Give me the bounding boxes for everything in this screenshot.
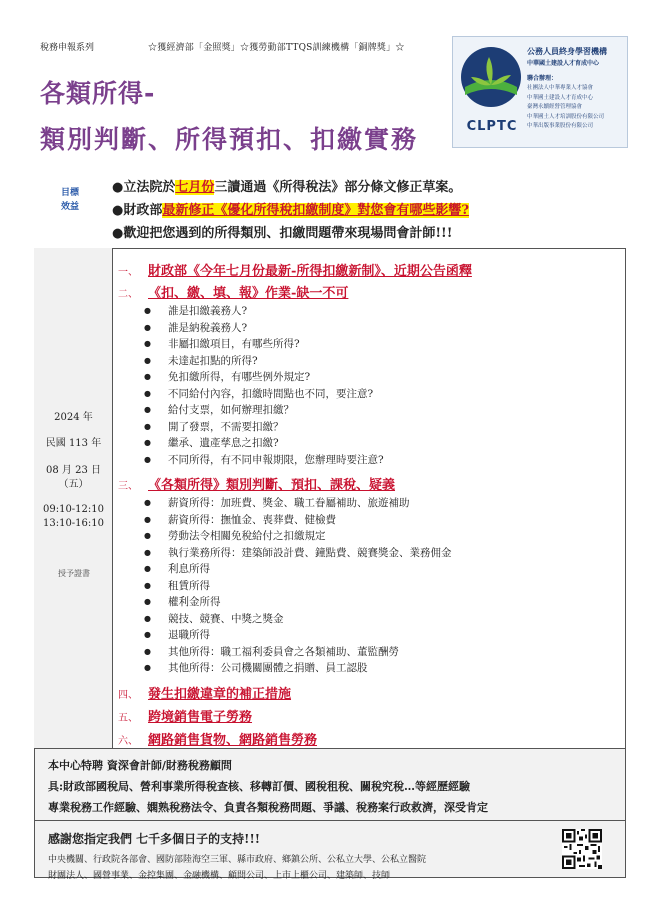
footer-divider — [34, 820, 626, 821]
section-3-heading — [118, 474, 395, 493]
logo-wordmark: CLPTC — [466, 119, 518, 134]
section-title: 網路銷售貨物、網路銷售勞務 — [148, 733, 318, 748]
list-item: ● 薪資所得：撫恤金、喪葬費、健檢費 — [144, 512, 452, 529]
logo-coorg-list — [527, 84, 627, 132]
objective-line-2 — [112, 199, 622, 222]
page-title-line-2: 類別判斷、所得預扣、扣繳實務 — [40, 125, 419, 154]
section-title: 財政部《今年七月份最新-所得扣繳新制》、近期公告函釋 — [148, 264, 472, 279]
section-2-list — [144, 303, 384, 468]
section-3-list — [144, 495, 452, 677]
list-item: ● 競技、競賽、中獎之獎金 — [144, 611, 452, 628]
list-item: ● 繼承、遺產孳息之扣繳? — [144, 435, 384, 452]
consultant-experience-1: 具:財政部國稅局、營利事業所得稅查核、移轉訂價、國稅租稅、關稅究稅…等經歷經驗 — [48, 780, 471, 793]
section-2-heading — [118, 282, 348, 301]
objective-highlight: 七月份 — [175, 180, 215, 195]
list-item: ● 執行業務所得：建築師設計費、鐘點費、競賽獎金、業務佣金 — [144, 545, 452, 562]
logo-coorg-title: 聯合辦理： — [527, 75, 558, 82]
list-item: ● 誰是扣繳義務人? — [144, 303, 384, 320]
section-title: 發生扣繳違章的補正措施 — [148, 687, 292, 702]
objective-label-2: 效益 — [60, 202, 79, 212]
schedule-time-afternoon: 13:10-16:10 — [42, 518, 104, 529]
logo-coorg-item: 中華國土建設人才育成中心 — [527, 94, 594, 101]
section-number: 二、 — [118, 289, 138, 300]
objective-list — [112, 176, 622, 245]
list-item: ● 給付支票，如何辦理扣繳？ — [144, 402, 384, 419]
qr-code-icon[interactable] — [562, 829, 602, 869]
consultant-feature: 本中心特聘 資深會計師/財務稅務顧問 — [48, 759, 232, 772]
list-item: ● 非屬扣繳項目，有哪些所得? — [144, 336, 384, 353]
consultant-experience-2: 專業稅務工作經驗、嫻熟稅務法令、負責各類稅務問題、爭議、稅務案行政救濟，深受肯定 — [48, 801, 488, 814]
section-number: 一、 — [118, 267, 138, 278]
section-1-heading — [118, 260, 472, 279]
list-item: ● 不同所得，有不同申報期限，您辦理時要注意? — [144, 452, 384, 469]
section-title: 《扣、繳、填、報》作業-缺一不可 — [148, 286, 349, 301]
section-5-heading — [118, 706, 252, 725]
list-item: ● 誰是納稅義務人? — [144, 320, 384, 337]
list-item: ● 利息所得 — [144, 561, 452, 578]
list-item: ● 權利金所得 — [144, 594, 452, 611]
list-item: ● 其他所得：職工福利委員會之各類補助、董監酬勞 — [144, 644, 452, 661]
section-4-heading — [118, 683, 291, 702]
objective-label — [55, 186, 85, 214]
objective-text: 三讀通過《所得稅法》部分條文修正草案。 — [214, 180, 462, 195]
list-item: ● 勞動法令相關免稅給付之扣繳規定 — [144, 528, 452, 545]
logo-org-name: 公務人員終身學習機構 — [527, 46, 607, 56]
schedule-date: 08 月 23 日 — [46, 465, 101, 476]
clptc-logo-panel — [452, 36, 628, 148]
schedule-roc-year: 民國 113 年 — [45, 438, 102, 449]
schedule-time-morning: 09:10-12:10 — [42, 504, 104, 515]
schedule-column — [34, 248, 113, 748]
list-item: ● 免扣繳所得，有哪些例外規定? — [144, 369, 384, 386]
objective-label-1: 目標 — [60, 188, 79, 198]
objective-text: ●歡迎把您遇到的所得類別、扣繳問題帶來現場問會計師!!! — [112, 226, 453, 241]
list-item: ● 退職所得 — [144, 627, 452, 644]
logo-coorg-item: 中華出版事業股份有限公司 — [527, 123, 594, 129]
schedule-weekday: （五） — [58, 479, 89, 490]
section-title: 跨境銷售電子勞務 — [148, 710, 253, 725]
section-number: 五、 — [118, 713, 138, 724]
logo-coorg-item: 中華國土人才培訓股份有限公司 — [527, 113, 605, 120]
clients-line-1: 中央機關、行政院各部會、國防部陸海空三軍、縣市政府、鄉鎮公所、公私立大學、公私立醫院 — [48, 855, 427, 865]
objective-highlight: 最新修正《優化所得稅扣繳制度》對您會有哪些影響? — [162, 203, 469, 218]
list-item: ● 租賃所得 — [144, 578, 452, 595]
clients-line-2: 財團法人、國營事業、金控集團、金融機構、顧問公司、上市上櫃公司、建築師、技師 — [48, 871, 391, 881]
section-title: 《各類所得》類別判斷、預扣、課稅、疑義 — [148, 478, 396, 493]
list-item: ● 未達起扣點的所得? — [144, 353, 384, 370]
logo-coorg-item: 社團法人中華專業人才協會 — [527, 85, 594, 91]
section-number: 四、 — [118, 690, 138, 701]
awards-banner: ☆獲經濟部「金照獎」☆獲勞動部TTQS訓練機構「銅牌獎」☆ — [148, 43, 405, 53]
objective-line-1 — [112, 176, 622, 199]
section-number: 三、 — [118, 481, 138, 492]
objective-text: ●財政部 — [112, 203, 163, 218]
clptc-logo-icon — [459, 45, 523, 109]
schedule-year: 2024 年 — [54, 412, 93, 423]
list-item: ● 開了發票，不需要扣繳？ — [144, 419, 384, 436]
series-label: 稅務申報系列 — [40, 43, 95, 53]
objective-line-3 — [112, 222, 622, 245]
list-item: ● 不同給付內容，扣繳時間點也不同，要注意? — [144, 386, 384, 403]
section-6-heading — [118, 729, 317, 748]
objective-text: ●立法院於 — [112, 180, 176, 195]
logo-sub-name: 中華國土建設人才育成中心 — [527, 60, 600, 67]
logo-coorg-item: 臺灣永續經營管理協會 — [527, 104, 583, 110]
section-number: 六、 — [118, 736, 138, 747]
page-title-line-1: 各類所得- — [40, 79, 156, 108]
list-item: ● 其他所得：公司機關團體之捐贈、員工認股 — [144, 660, 452, 677]
thanks-heading: 感謝您指定我們 七千多個日子的支持!!! — [48, 832, 260, 846]
list-item: ● 薪資所得：加班費、獎金、職工眷屬補助、旅遊補助 — [144, 495, 452, 512]
certificate-note: 授予證書 — [58, 569, 90, 578]
